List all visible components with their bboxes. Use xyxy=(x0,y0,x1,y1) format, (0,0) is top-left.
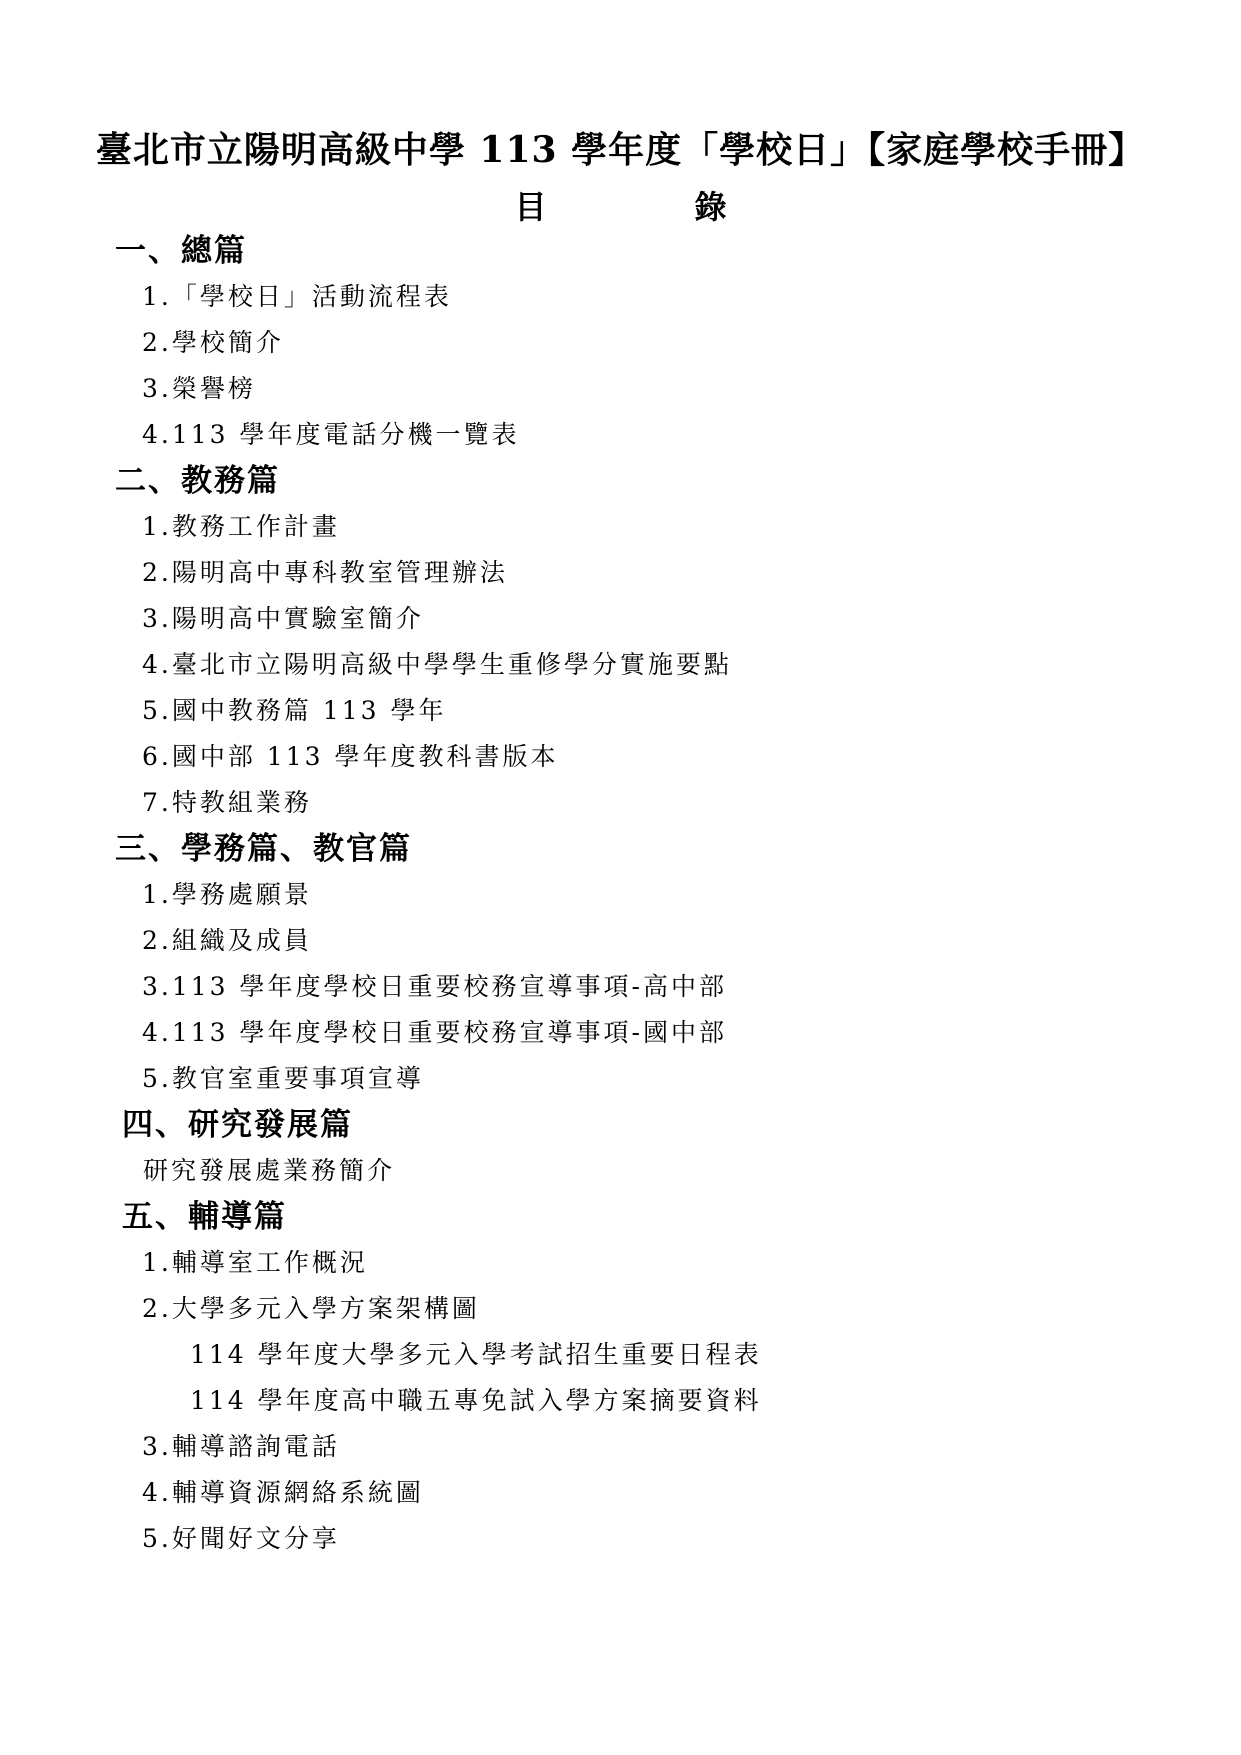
toc-item: 3.輔導諮詢電話 xyxy=(142,1432,340,1461)
toc-item: 2.組織及成員 xyxy=(142,926,312,955)
table-of-contents xyxy=(115,228,1165,1562)
toc-section-counseling xyxy=(115,1194,1165,1562)
toc-item: 3.榮譽榜 xyxy=(142,374,256,403)
toc-item: 4.113 學年度學校日重要校務宣導事項-國中部 xyxy=(142,1018,727,1047)
toc-section-student-affairs xyxy=(115,826,1165,1102)
toc-item: 1.學務處願景 xyxy=(142,880,312,909)
toc-section-research xyxy=(115,1102,1165,1194)
toc-heading-left: 目 xyxy=(514,188,547,226)
toc-item: 1.「學校日」活動流程表 xyxy=(142,282,452,311)
document-title: 臺北市立陽明高級中學 113 學年度「學校日」【家庭學校手冊】 xyxy=(95,129,1146,171)
toc-subitem: 114 學年度高中職五專免試入學方案摘要資料 xyxy=(190,1386,762,1415)
toc-section-academic xyxy=(115,458,1165,826)
toc-item: 7.特教組業務 xyxy=(142,788,312,817)
toc-subitem: 114 學年度大學多元入學考試招生重要日程表 xyxy=(190,1340,762,1369)
toc-item: 3.陽明高中實驗室簡介 xyxy=(142,604,424,633)
toc-heading-right: 錄 xyxy=(694,188,727,226)
toc-item: 4.113 學年度電話分機一覽表 xyxy=(142,420,520,449)
toc-item: 2.陽明高中專科教室管理辦法 xyxy=(142,558,508,587)
section-title: 四、研究發展篇 xyxy=(122,1107,353,1143)
toc-item: 研究發展處業務簡介 xyxy=(143,1156,396,1185)
section-title: 二、教務篇 xyxy=(115,463,280,499)
toc-item: 4.輔導資源網絡系統圖 xyxy=(142,1478,424,1507)
section-title: 三、學務篇、教官篇 xyxy=(115,831,412,867)
toc-item: 2.大學多元入學方案架構圖 xyxy=(142,1294,480,1323)
section-title: 五、輔導篇 xyxy=(122,1199,287,1235)
toc-item: 3.113 學年度學校日重要校務宣導事項-高中部 xyxy=(142,972,727,1001)
toc-item: 5.教官室重要事項宣導 xyxy=(142,1064,424,1093)
toc-item: 5.國中教務篇 113 學年 xyxy=(142,696,447,725)
toc-item: 2.學校簡介 xyxy=(142,328,284,357)
toc-item: 5.好聞好文分享 xyxy=(142,1524,340,1553)
toc-heading xyxy=(0,183,1241,231)
toc-item: 4.臺北市立陽明高級中學學生重修學分實施要點 xyxy=(142,650,732,679)
toc-item: 6.國中部 113 學年度教科書版本 xyxy=(142,742,559,771)
section-title: 一、總篇 xyxy=(115,233,247,269)
toc-section-general xyxy=(115,228,1165,458)
toc-item: 1.輔導室工作概況 xyxy=(142,1248,368,1277)
toc-item: 1.教務工作計畫 xyxy=(142,512,340,541)
